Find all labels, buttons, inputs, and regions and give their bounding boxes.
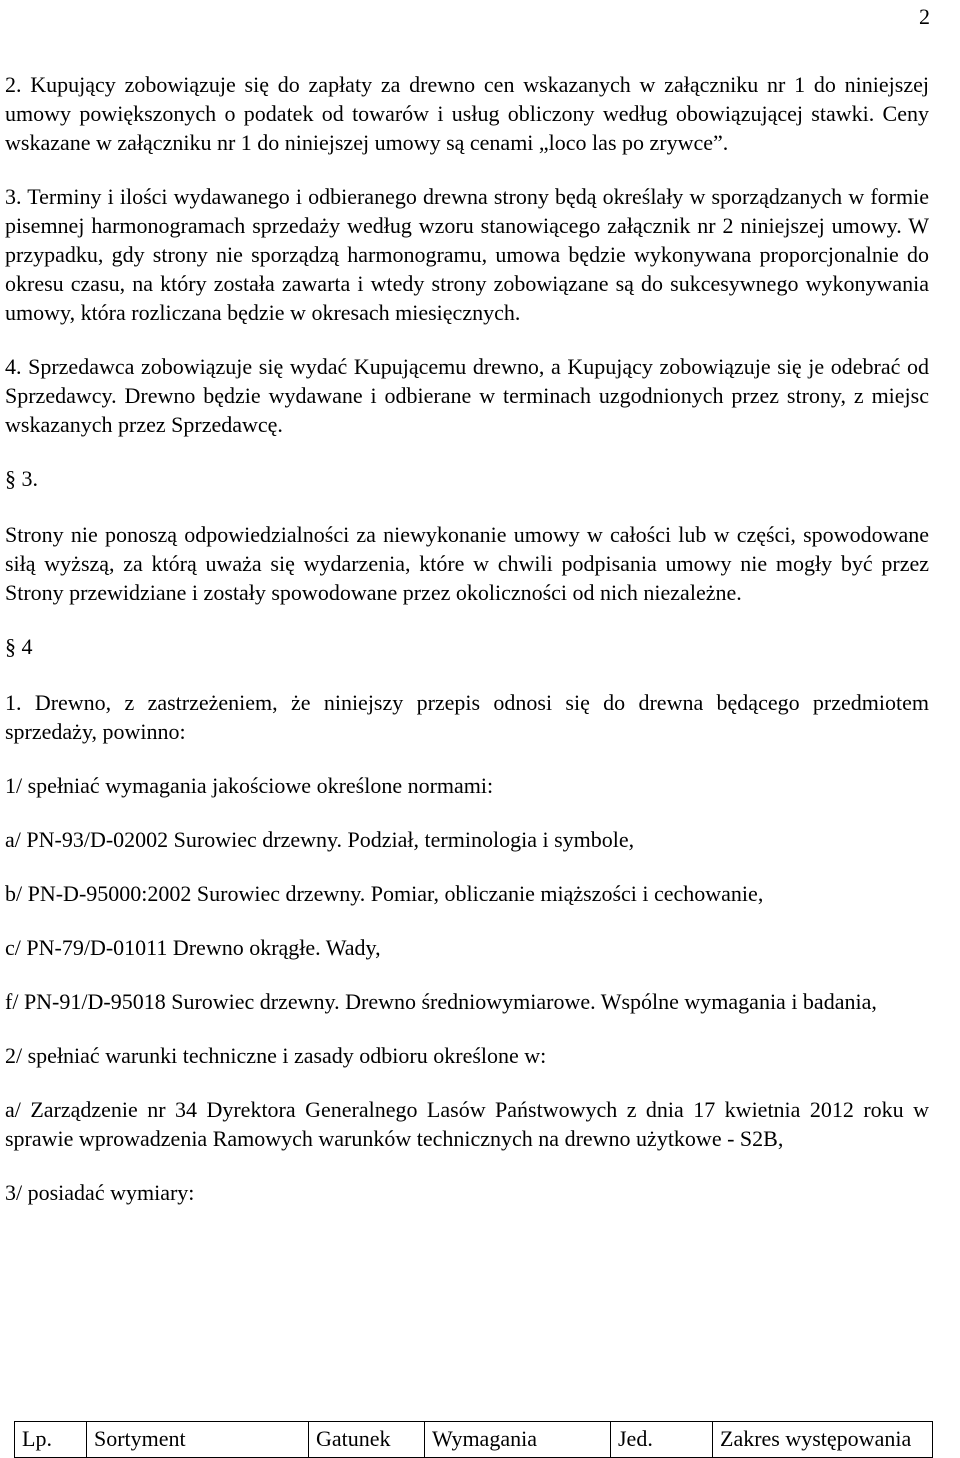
- section-heading-4: § 4: [5, 634, 33, 659]
- assortment-table: [14, 1421, 933, 1458]
- list-item-norm-a: a/ PN-93/D-02002 Surowiec drzewny. Podział, terminologia i symbole,: [5, 827, 635, 852]
- column-header-wymagania: Wymagania: [425, 1422, 611, 1458]
- list-item-regulation-a: a/ Zarządzenie nr 34 Dyrektora Generalnego Lasów Państwowych z dnia 17 kwietnia 2012 roku w sprawie wprowadzenia Ramowych warunków technicznych na drewno użytkowe - S2B,: [5, 1097, 929, 1151]
- list-item-quality-norms: 1/ spełniać wymagania jakościowe określone normami:: [5, 773, 494, 798]
- list-item-norm-c: c/ PN-79/D-01011 Drewno okrągłe. Wady,: [5, 935, 381, 960]
- section-heading-3: § 3.: [5, 466, 38, 491]
- document-body: [5, 70, 929, 1232]
- column-header-sortyment: Sortyment: [87, 1422, 309, 1458]
- paragraph-2-payment: 2. Kupujący zobowiązuje się do zapłaty za drewno cen wskazanych w załączniku nr 1 do niniejszej umowy powiększonych o podatek od towarów i usług obliczony według obowiązującej stawki. Ceny wskazane w załączniku nr 1 do niniejszej umowy są cenami „loco las po zrywce”.: [5, 72, 929, 155]
- column-header-lp: Lp.: [15, 1422, 87, 1458]
- column-header-jed: Jed.: [611, 1422, 713, 1458]
- list-item-norm-b: b/ PN-D-95000:2002 Surowiec drzewny. Pomiar, obliczanie miąższości i cechowanie,: [5, 881, 764, 906]
- paragraph-4-delivery: 4. Sprzedawca zobowiązuje się wydać Kupującemu drewno, a Kupujący zobowiązuje się je odebrać od Sprzedawcy. Drewno będzie wydawane i odbierane w terminach uzgodnionych przez strony, z miejsc wskazanych przez Sprzedawcę.: [5, 354, 929, 437]
- list-item-technical-conditions: 2/ spełniać warunki techniczne i zasady odbioru określone w:: [5, 1043, 547, 1068]
- list-item-dimensions: 3/ posiadać wymiary:: [5, 1180, 195, 1205]
- paragraph-3-schedules: 3. Terminy i ilości wydawanego i odbieranego drewna strony będą określały w sporządzanych w formie pisemnej harmonogramach sprzedaży według wzoru stanowiącego załącznik nr 2 niniejszej umowy. W przypadku, gdy strony nie sporządzą harmonogramu, umowa będzie wykonywana proporcjonalnie do okresu czasu, na który została zawarta i wtedy strony zobowiązane są do sukcesywnego wykonywania umowy, która rozliczana będzie w okresach miesięcznych.: [5, 184, 929, 325]
- column-header-gatunek: Gatunek: [309, 1422, 425, 1458]
- column-header-zakres: Zakres występowania: [713, 1422, 933, 1458]
- table-header-row: [15, 1422, 933, 1458]
- paragraph-wood-requirements: 1. Drewno, z zastrzeżeniem, że niniejszy przepis odnosi się do drewna będącego przedmiotem sprzedaży, powinno:: [5, 690, 929, 744]
- paragraph-force-majeure: Strony nie ponoszą odpowiedzialności za niewykonanie umowy w całości lub w części, spowodowane siłą wyższą, za którą uważa się wydarzenia, które w chwili podpisania umowy nie mogły być przez Strony przewidziane i zostały spowodowane przez okoliczności od nich niezależne.: [5, 522, 929, 605]
- page-number: 2: [919, 4, 930, 29]
- list-item-norm-f: f/ PN-91/D-95018 Surowiec drzewny. Drewno średniowymiarowe. Wspólne wymagania i badania,: [5, 989, 877, 1014]
